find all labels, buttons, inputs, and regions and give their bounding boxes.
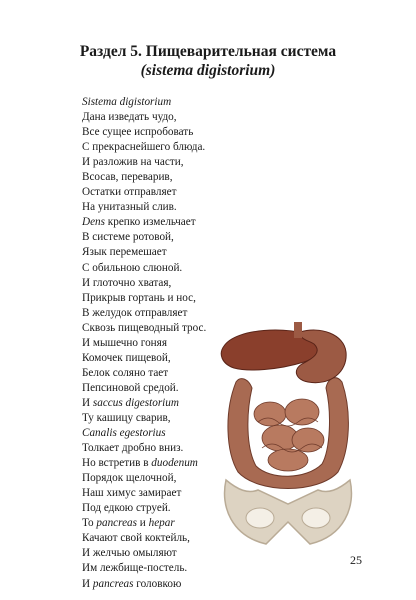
poem-text-segment: Белок соляно тает [82,366,169,379]
poem-text-segment: Дана изведать чудо, [82,111,177,124]
poem-text-segment: И мышечно гоняя [82,336,167,349]
poem-line [82,140,206,155]
poem-line [82,185,206,200]
poem-line [82,110,206,125]
poem-line [82,486,206,501]
esophagus [294,322,302,338]
poem-line [82,306,206,321]
poem-text-segment: И разложив на части, [82,156,184,169]
poem-text-segment: Но встретив в [82,457,152,470]
section-heading [0,42,416,80]
latin-term: duodenum [151,457,198,470]
section-title: Раздел 5. Пищеварительная система [79,43,337,60]
poem-line [82,321,206,336]
poem-text-segment: Порядок щелочной, [82,472,177,485]
poem-line [82,456,206,471]
poem-line [82,170,206,185]
poem-line [82,230,206,245]
digestive-system-illustration [218,322,358,550]
poem-text-segment: Ту кашицу сварив, [82,411,171,424]
poem-text-segment: Под едкою струей. [82,502,171,515]
poem-line [82,261,206,276]
page-number: 25 [350,553,362,567]
poem-line [82,200,206,215]
poem-text-segment: Язык перемешает [82,246,167,259]
poem-text-segment: На унитазный слив. [82,201,177,214]
poem-line [82,125,206,140]
poem-text-segment: головкою [133,577,182,590]
poem-text-segment: В желудок отправляет [82,306,188,319]
poem-line [82,426,206,441]
poem-text [82,95,206,592]
poem-line [82,396,206,411]
poem-line [82,531,206,546]
poem-text-segment: Пепсиновой средой. [82,381,179,394]
poem-text-segment: И [82,396,93,409]
poem-text-segment: Сквозь пищеводный трос. [82,321,207,334]
poem-text-segment: И [82,577,93,590]
poem-line [82,546,206,561]
poem-line [82,276,206,291]
latin-term: Dens [82,216,105,229]
poem-text-segment: С прекраснейшего блюда. [82,141,206,154]
poem-text-segment: Комочек пищевой, [82,351,171,364]
poem-line [82,291,206,306]
poem-text-segment: С обильною слюной. [82,261,183,274]
poem-line [82,501,206,516]
poem-line [82,245,206,260]
pelvis-opening-right [302,508,330,528]
poem-line [82,441,206,456]
latin-term: pancreas [96,517,137,530]
latin-term: hepar [148,517,175,530]
poem-text-segment: Качают свой коктейль, [82,532,190,545]
poem-line [82,351,206,366]
poem-line [82,95,206,110]
pelvis-opening-left [246,508,274,528]
poem-line [82,155,206,170]
poem-line [82,215,206,230]
poem-text-segment: И глоточно хватая, [82,276,172,289]
latin-term: Sistema digistorium [82,96,172,108]
poem-line [82,471,206,486]
poem-text-segment: Прикрыв гортань и нос, [82,291,196,304]
poem-line [82,577,206,592]
poem-line [82,561,206,576]
poem-text-segment: Всосав, переварив, [82,171,173,184]
poem-text-segment: Им лежбище-постель. [82,562,188,575]
poem-line [82,366,206,381]
poem-text-segment: Остатки отправляет [82,186,177,199]
poem-text-segment: крепко измельчает [105,216,196,229]
poem-text-segment: Наш химус замирает [82,487,182,500]
poem-line [82,336,206,351]
poem-line [82,411,206,426]
poem-text-segment: То [82,517,97,530]
latin-term: pancreas [92,577,134,590]
poem-line [82,381,206,396]
poem-text-segment: и [137,517,149,530]
poem-text-segment: Все сущее испробовать [82,126,194,139]
small-intestine [254,399,324,471]
pelvis-bone [225,480,352,544]
poem-text-segment: В системе ротовой, [82,231,174,244]
poem-line [82,516,206,531]
poem-text-segment: И желчью омыляют [82,547,177,560]
latin-term: saccus digestorium [92,396,179,409]
poem-text-segment: Толкает дробно вниз. [82,442,184,455]
latin-term: Canalis egestorius [82,427,166,440]
section-subtitle: (sistema digistorium) [140,62,276,79]
